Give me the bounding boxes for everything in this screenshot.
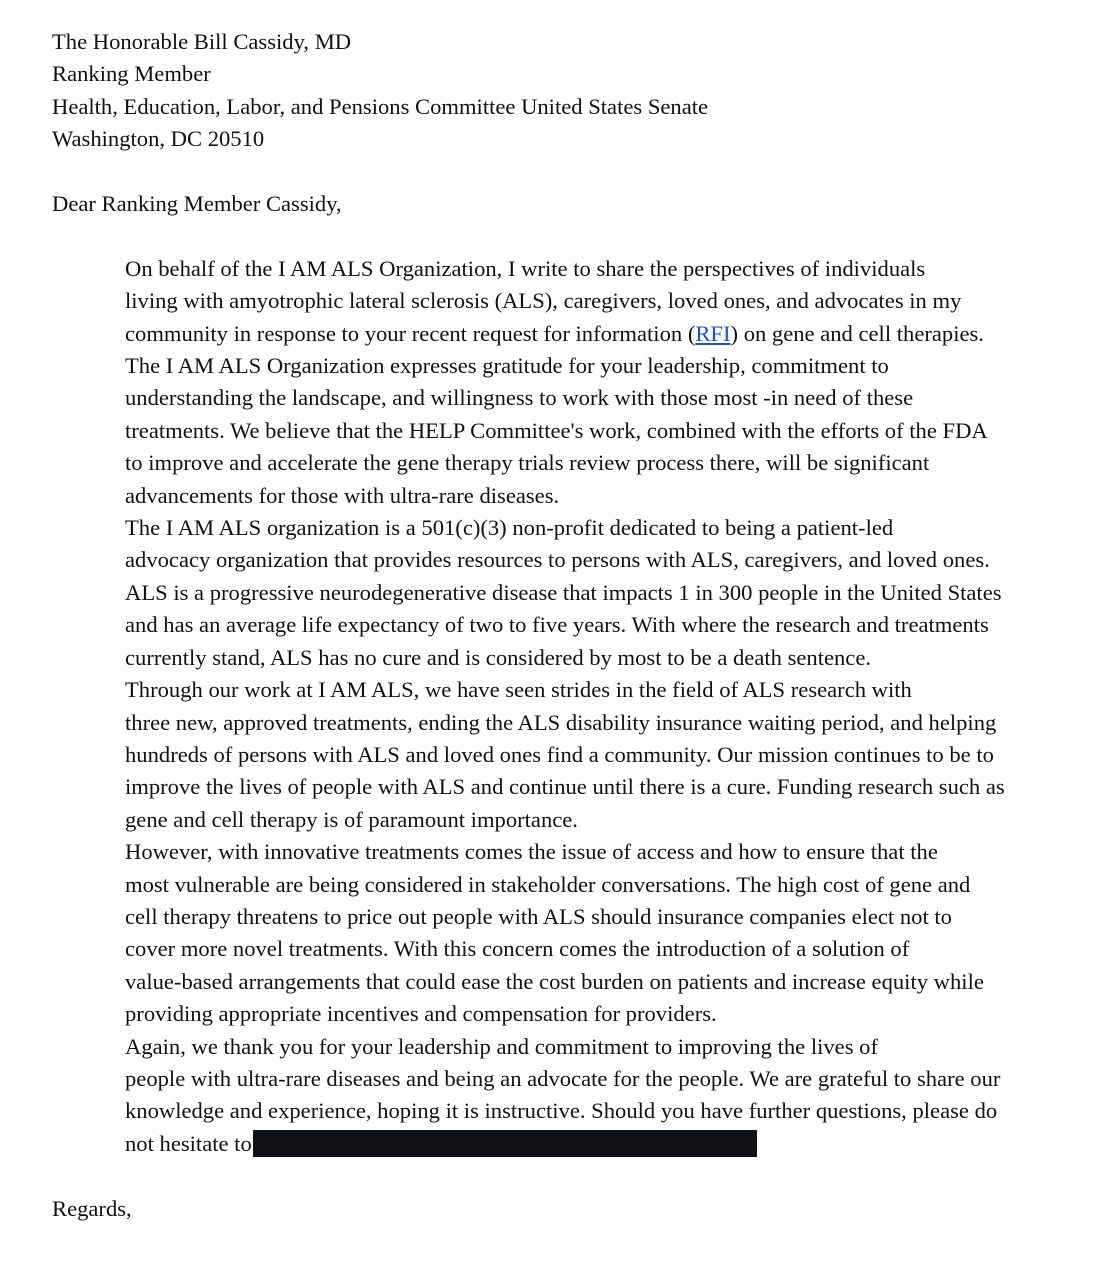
recipient-title: Ranking Member xyxy=(52,61,211,87)
letter-body xyxy=(52,253,1012,1160)
recipient-name: The Honorable Bill Cassidy, MD xyxy=(52,29,352,54)
text-line: most vulnerable are being considered in stakeholder conversations. The high cost of gene and xyxy=(125,871,971,897)
text-line: The I AM ALS Organization expresses gratitude for your leadership, commitment to xyxy=(125,353,889,379)
text-line: treatments. We believe that the HELP Committee's work, combined with the efforts of the FDA xyxy=(125,417,988,443)
closing: Regards, xyxy=(52,1195,132,1221)
text-segment: not hesitate to xyxy=(125,1130,252,1156)
text-line: people with ultra-rare diseases and being an advocate for the people. We are grateful to share our xyxy=(125,1065,1001,1091)
text-line: cell therapy threatens to price out people with ALS should insurance companies elect not to xyxy=(125,903,952,929)
paragraph-organization xyxy=(52,512,1012,674)
text-line xyxy=(52,1128,1012,1160)
text-line: three new, approved treatments, ending the ALS disability insurance waiting period, and helping xyxy=(125,709,997,735)
text-line: knowledge and experience, hoping it is instructive. Should you have further questions, please do xyxy=(125,1098,998,1124)
text-line xyxy=(52,318,1012,350)
paragraph-intro xyxy=(52,253,1012,512)
text-line: advocacy organization that provides resources to persons with ALS, caregivers, and loved ones. xyxy=(125,547,990,573)
text-line: gene and cell therapy is of paramount importance. xyxy=(125,806,578,832)
recipient-city: Washington, DC 20510 xyxy=(52,126,265,152)
recipient-committee: Health, Education, Labor, and Pensions Committee United States Senate xyxy=(52,93,709,119)
text-line: ALS is a progressive neurodegenerative disease that impacts 1 in 300 people in the United States xyxy=(125,579,1002,605)
recipient-address xyxy=(52,26,1012,156)
text-segment: community in response to your recent request for information ( xyxy=(125,320,696,346)
text-line: currently stand, ALS has no cure and is considered by most to be a death sentence. xyxy=(125,644,872,670)
text-line: and has an average life expectancy of two to five years. With where the research and treatments xyxy=(125,612,989,638)
text-line: providing appropriate incentives and compensation for providers. xyxy=(125,1001,717,1027)
text-line: understanding the landscape, and willingness to work with those most -in need of these xyxy=(125,385,914,411)
text-line: Through our work at I AM ALS, we have seen strides in the field of ALS research with xyxy=(125,677,912,703)
text-line: living with amyotrophic lateral sclerosis (ALS), caregivers, loved ones, and advocates in my xyxy=(125,288,962,314)
rfi-link[interactable]: RFI xyxy=(695,320,731,346)
letter-page xyxy=(52,26,1012,1225)
redaction-block xyxy=(253,1130,757,1157)
text-line: The I AM ALS organization is a 501(c)(3) non-profit dedicated to being a patient-led xyxy=(125,515,894,541)
text-line: to improve and accelerate the gene therapy trials review process there, will be significant xyxy=(125,450,930,476)
text-line: hundreds of persons with ALS and loved ones find a community. Our mission continues to be to xyxy=(125,741,994,767)
text-line: On behalf of the I AM ALS Organization, I write to share the perspectives of individuals xyxy=(125,255,926,281)
text-line: advancements for those with ultra-rare diseases. xyxy=(125,482,560,508)
paragraph-progress xyxy=(52,674,1012,836)
text-line: Again, we thank you for your leadership and commitment to improving the lives of xyxy=(125,1033,878,1059)
salutation: Dear Ranking Member Cassidy, xyxy=(52,191,342,217)
text-line: value-based arrangements that could ease the cost burden on patients and increase equity while xyxy=(125,968,984,994)
text-line: improve the lives of people with ALS and continue until there is a cure. Funding research such as xyxy=(125,774,1005,800)
text-segment: ) on gene and cell therapies. xyxy=(730,320,984,346)
paragraph-thanks xyxy=(52,1031,1012,1161)
text-line: cover more novel treatments. With this concern comes the introduction of a solution of xyxy=(125,936,910,962)
text-line: However, with innovative treatments comes the issue of access and how to ensure that the xyxy=(125,839,938,865)
paragraph-access xyxy=(52,836,1012,1030)
